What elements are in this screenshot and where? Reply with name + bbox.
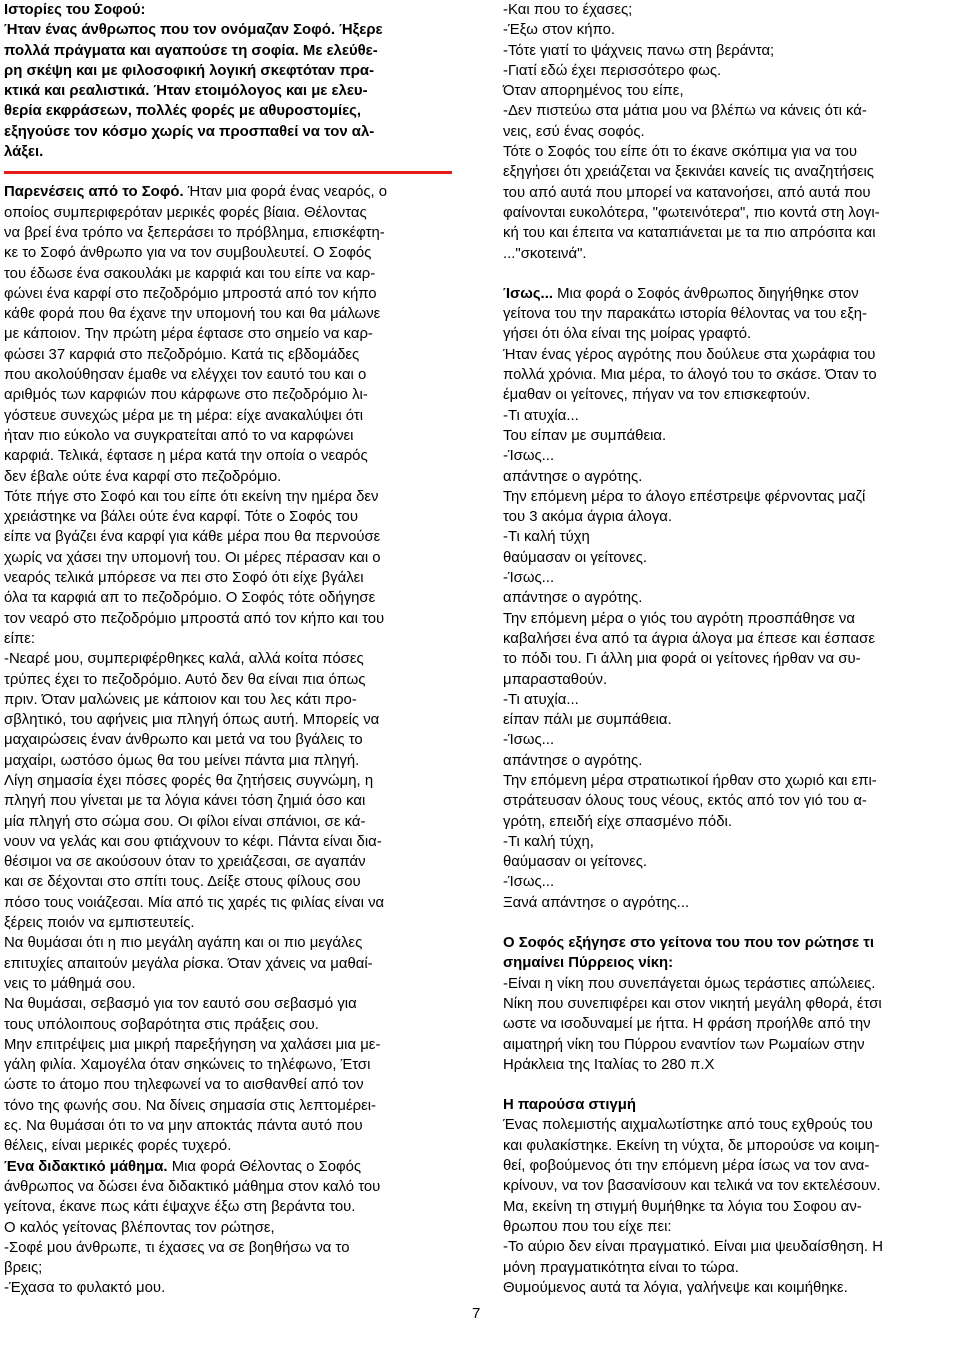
- text-line: είπε:: [4, 630, 35, 647]
- intro-line: κτικά και ρεαλιστικά. Ήταν ετοιμόλογος και με ελευ-: [4, 83, 368, 100]
- text-line: -Ίσως...: [503, 874, 555, 891]
- text-line: χωρίς να χάσει την υπομονή του. Οι μέρες πέρασαν και ο: [4, 549, 381, 566]
- intro-line: Ιστορίες του Σοφού:: [4, 2, 146, 18]
- text-line: ες. Να θυμάσαι ότι το να μην αποκτάς πάντα αυτό που: [4, 1118, 363, 1135]
- story-maybe-body: [503, 304, 958, 913]
- text-line: Ένας πολεμιστής αιχμαλωτίστηκε από τους εχθρούς του: [503, 1117, 873, 1134]
- text-line: γήσει ότι όλα είναι της μοίρας γραφτό.: [503, 326, 752, 343]
- text-line: Θυμούμενος αυτά τα λόγια, γαλήνεψε και κοιμήθηκε.: [503, 1279, 848, 1296]
- text-line: Την επόμενη μέρα στρατιωτικοί ήρθαν στο χωριό και επι-: [503, 772, 877, 789]
- text-line: θέσιμοι να σε ακούσουν όταν το χρειάζεσαι, σε αγαπάν: [4, 854, 366, 871]
- text-line: -Και που το έχασες;: [503, 2, 633, 18]
- story-advice-body: [4, 203, 459, 1157]
- text-line: είπαν πάλι με συμπάθεια.: [503, 712, 672, 729]
- text-line: Τότε ο Σοφός του είπε ότι το έκανε σκόπιμα για να του: [503, 144, 858, 161]
- text-line: μία πληγή στο σώμα σου. Οι φίλοι είναι σπάνιοι, σε κά-: [4, 813, 366, 830]
- intro-paragraph: [4, 0, 459, 162]
- text-line: και φυλακίστηκε. Εκείνη τη νύχτα, δε μπορούσε να κοιμη-: [503, 1137, 880, 1154]
- text-line: κρίνουν, να τον βασανίσουν και τελικά να τον εκτελέσουν.: [503, 1178, 881, 1195]
- story-maybe-first-line: Μια φορά ο Σοφός άνθρωπος διηγήθηκε στον: [552, 285, 859, 302]
- text-line: φώσει 37 καρφιά στο πεζοδρόμιο. Κατά τις εβδομάδες: [4, 346, 360, 363]
- text-line: -Ίσως...: [503, 448, 555, 465]
- text-line: στράτευσαν όλους τους νέους, εκτός από τον γιό του α-: [503, 793, 867, 810]
- intro-line: θερία εκφράσεων, πολλές φορές με αθυροστομίες,: [4, 103, 362, 120]
- left-column: [4, 0, 459, 1299]
- intro-line: εξηγούσε τον κόσμο χωρίς να προσπαθεί να τον αλ-: [4, 123, 375, 140]
- story-pyrrhic: [503, 933, 958, 1075]
- text-line: -Ίσως...: [503, 732, 555, 749]
- text-line: τόνο της φωνής σου. Να δίνεις σημασία στις λεπτομέρει-: [4, 1097, 377, 1114]
- story-advice: [4, 182, 459, 1156]
- intro-line: λάξει.: [4, 144, 44, 161]
- text-line: Μα, εκείνη τη στιγμή θυμήθηκε τα λόγια του Σοφου αν-: [503, 1198, 862, 1215]
- text-line: είπε να βγάζει ένα καρφί για κάθε μέρα που θα περνούσε: [4, 529, 381, 546]
- text-line: μαχαίρι, ωστόσο όμως θα του μείνει πάντα μια πληγή.: [4, 752, 360, 769]
- text-line: επιτυχίες απαιτούν μεγάλα ρίσκα. Όταν χάνεις να μαθαί-: [4, 955, 373, 972]
- story-present-heading: Η παρούσα στιγμή: [503, 1097, 636, 1114]
- text-line: με κάποιον. Την πρώτη μέρα έφτασε στο σημείο να καρ-: [4, 326, 373, 343]
- text-line: σβλητικό, του αφήνεις μια πληγή όπως αυτή. Μπορείς να: [4, 712, 380, 729]
- text-line: -Τότε γιατί το ψάχνεις πανω στη βεράντα;: [503, 42, 775, 59]
- text-line: φαίνονται ευκολότερα, "φωτεινότερα", πιο κοντά στη λογι-: [503, 204, 880, 221]
- story-pyrrhic-heading: [503, 933, 958, 974]
- text-line: -Τι καλή τύχη: [503, 529, 590, 546]
- text-line: τους υπόλοιπους σοβαρότητα στις πράξεις σου.: [4, 1016, 319, 1033]
- text-line: και σε δέχονται στο σπίτι τους. Δείξε στους φίλους σου: [4, 874, 361, 891]
- story-lesson-body: [4, 1177, 459, 1299]
- text-line: απάντησε ο αγρότης.: [503, 752, 643, 769]
- text-line: που ακολούθησαν έμαθε να ελέγχει τον εαυτό του και ο: [4, 367, 367, 384]
- text-line: δεν έβαλε ούτε ένα καρφί στο πεζοδρόμιο.: [4, 468, 282, 485]
- text-line: ωστε να ισοδυναμεί με ήττα. Η φράση προήλθε από την: [503, 1016, 871, 1033]
- text-line: τον νεαρό στο πεζοδρόμιο μπροστά από τον κήπο και του: [4, 610, 385, 627]
- text-line: Ο καλός γείτονας βλέποντας τον ρώτησε,: [4, 1219, 275, 1236]
- text-line: Λίγη σημασία έχει πόσες φορές θα ζητήσεις συγνώμη, η: [4, 772, 374, 789]
- text-line: χρειάστηκε να βάλει ούτε ένα καρφί. Τότε ο Σοφός του: [4, 509, 358, 526]
- story-present-body: [503, 1115, 958, 1298]
- text-line: πολλά χρόνια. Μια μέρα, το άλογό του το σκάσε. Όταν το: [503, 367, 877, 384]
- text-line: φώνει ένα καρφί στο πεζοδρόμιο μπροστά από τον κήπο: [4, 285, 377, 302]
- text-line: -Ίσως...: [503, 570, 555, 587]
- text-line: Μην επιτρέψεις μια μικρή παρεξήγηση να χαλάσει μια με-: [4, 1036, 381, 1053]
- text-line: θέλεις, είναι μερικές φορές τυχερό.: [4, 1138, 232, 1155]
- intro-line: ρη σκέψη και με φιλοσοφική λογική σκεφτόταν πρα-: [4, 62, 375, 79]
- intro-line: Ήταν ένας άνθρωπος που τον ονόμαζαν Σοφό. Ήξερε: [4, 22, 383, 39]
- text-line: κάθε φορά που θα έχανε την υπομονή του και θα μάλωνε: [4, 306, 381, 323]
- story-lesson: [4, 1157, 459, 1299]
- text-line: γόστευε συνεχώς μέρα με τη μέρα: είχε ανακαλύψει ότι: [4, 407, 364, 424]
- text-line: ξέρεις ποιόν να εμπιστευτείς.: [4, 915, 195, 932]
- text-line: του 3 ακόμα άγρια άλογα.: [503, 509, 673, 526]
- text-line: θεί, φοβούμενος ότι την επόμενη μέρα ίσως να τον ανα-: [503, 1158, 870, 1175]
- text-line: Ηράκλεια της Ιταλίας το 280 π.Χ: [503, 1056, 715, 1073]
- right-column: [503, 0, 958, 1298]
- intro-line: πολλά πράγματα και αγαπούσε τη σοφία. Με ελεύθε-: [4, 42, 378, 59]
- text-line: κε το Σοφό άνθρωπο για να τον συμβουλευτεί. Ο Σοφός: [4, 245, 372, 262]
- text-line: -Έχασα το φυλακτό μου.: [4, 1280, 166, 1297]
- story-pyrrhic-body: [503, 974, 958, 1075]
- text-line: καρφιά. Τελικά, έφτασε η μέρα κατά την οποία ο νεαρός: [4, 448, 368, 465]
- story-lesson-continued: [503, 0, 958, 264]
- text-line: γάλη φιλία. Χαμογέλα όταν σηκώνεις το τηλέφωνο, Έτσι: [4, 1057, 371, 1074]
- story-present: [503, 1095, 958, 1298]
- story-advice-heading: Παρενέσεις από το Σοφό.: [4, 184, 184, 201]
- text-line: θαύμασαν οι γείτονες.: [503, 854, 648, 871]
- heading-line: Ο Σοφός εξήγησε στο γείτονα του που τον ρώτησε τι: [503, 935, 875, 952]
- text-line: απάντησε ο αγρότης.: [503, 468, 643, 485]
- text-line: μαχαιρώσεις έναν άνθρωπο και μετά να του βγάλεις το: [4, 732, 363, 749]
- text-line: τρύπες έχει το πεζοδρόμιο. Αυτό δεν θα είναι πια όπως: [4, 671, 366, 688]
- text-line: Του είπαν με συμπάθεια.: [503, 427, 667, 444]
- text-line: -Νεαρέ μου, συμπεριφέρθηκες καλά, αλλά κοίτα πόσες: [4, 651, 364, 668]
- page-number: 7: [472, 1305, 481, 1322]
- text-line: κή του και έπειτα να καταπιάνεται με τα πιο απρόσιτα και: [503, 225, 876, 242]
- text-line: καβαλήσει ένα από τα άγρια άλογα μα έπεσε και έσπασε: [503, 630, 875, 647]
- text-line: νουν να γελάς και σου φτιάχνουν το κέφι. Πάντα είναι δια-: [4, 833, 382, 850]
- text-line: νεις το μάθημά σου.: [4, 975, 136, 992]
- text-line: πληγή που γίνεται με τα λόγια κάνει τόση ζημιά όσο και: [4, 793, 366, 810]
- text-line: έμαθαν οι γείτονες, πήγαν να τον επισκεφτούν.: [503, 387, 811, 404]
- text-line: μπαρασταθούν.: [503, 671, 608, 688]
- text-line: άνθρωπος να δώσει ένα διδακτικό μάθημα στον καλό του: [4, 1178, 381, 1195]
- text-line: μόνη πραγματικότητα είναι το τώρα.: [503, 1259, 739, 1276]
- text-line: Ήταν ένας γέρος αγρότης που δούλευε στα χωράφια του: [503, 346, 876, 363]
- text-line: -Τι ατυχία...: [503, 691, 579, 708]
- text-line: θαύμασαν οι γείτονες.: [503, 549, 648, 566]
- text-line: Νίκη που συνεπιφέρει και στον νικητή μεγάλη φθορά, έτσι: [503, 995, 882, 1012]
- text-line: ώστε το άτομο που τηλεφωνεί να το αισθανθεί από τον: [4, 1077, 364, 1094]
- text-line: νεις, εσύ ένας σοφός.: [503, 123, 645, 140]
- text-line: το πόδι του. Γι άλλη μια φορά οι γείτονες ήρθαν να συ-: [503, 651, 861, 668]
- story-advice-first-line: Ήταν μια φορά ένας νεαρός, ο: [183, 184, 388, 201]
- text-line: Τότε πήγε στο Σοφό και του είπε ότι εκείνη την ημέρα δεν: [4, 488, 379, 505]
- text-line: να βρεί ένα τρόπο να ξεπεράσει το πρόβλημα, επισκέφτη-: [4, 224, 385, 241]
- text-line: του έδωσε ένα σακουλάκι με καρφιά και του είπε να καρ-: [4, 265, 376, 282]
- text-line: -Σοφέ μου άνθρωπε, τι έχασες να σε βοηθήσω να το: [4, 1239, 350, 1256]
- text-line: Την επόμενη μέρα ο γιός του αγρότη προσπάθησε να: [503, 610, 855, 627]
- text-line: -Γιατί εδώ έχει περισσότερο φως.: [503, 62, 722, 79]
- text-line: -Είναι η νίκη που συνεπάγεται όμως τεράστιες απώλειες.: [503, 975, 876, 992]
- text-line: -Τι καλή τύχη,: [503, 833, 594, 850]
- text-line: ..."σκοτεινά".: [503, 245, 587, 262]
- story-maybe-heading: Ίσως...: [503, 285, 553, 302]
- text-line: γρότη, επειδή είχε σπασμένο πόδι.: [503, 813, 732, 830]
- text-line: πριν. Όταν μαλώνεις με κάποιον και του λες κάτι προ-: [4, 691, 357, 708]
- text-line: Να θυμάσαι, σεβασμό για τον εαυτό σου σεβασμό για: [4, 996, 357, 1013]
- text-line: οποίος συμπεριφερόταν μερικές φορές βίαια. Θέλοντας: [4, 204, 367, 221]
- text-line: Την επόμενη μέρα το άλογο επέστρεψε φέρνοντας μαζί: [503, 488, 866, 505]
- text-line: νεαρός τελικά μπόρεσε να πει στο Σοφό ότι είχε βγάλει: [4, 570, 364, 587]
- text-line: βρεις;: [4, 1260, 43, 1277]
- text-line: αριθμός των καρφιών που κάρφωνε στο πεζοδρόμιο λι-: [4, 387, 368, 404]
- text-line: Να θυμάσαι ότι η πιο μεγάλη αγάπη και οι πιο μεγάλες: [4, 935, 363, 952]
- text-line: όλα τα καρφιά απ το πεζοδρόμιο. Ο Σοφός τότε οδήγησε: [4, 590, 376, 607]
- text-line: -Δεν πιστεύω στα μάτια μου να βλέπω να κάνεις ότι κά-: [503, 103, 867, 120]
- text-line: Ξανά απάντησε ο αγρότης...: [503, 894, 690, 911]
- story-lesson-first-line: Μια φορά Θέλοντας ο Σοφός: [167, 1158, 362, 1175]
- text-line: -Το αύριο δεν είναι πραγματικό. Είναι μια ψευδαίσθηση. Η: [503, 1239, 883, 1256]
- text-line: πόσο τους νοιάζεσαι. Μία από τις χαρές τις φιλίας είναι να: [4, 894, 385, 911]
- text-line: γείτονα, έκανε πως κάτι έψαχνε έξω στη βεράντα του.: [4, 1199, 356, 1216]
- story-lesson-heading: Ένα διδακτικό μάθημα.: [4, 1158, 168, 1175]
- story-maybe: [503, 284, 958, 913]
- text-line: εξηγήσει ότι χρειάζεται να ξεκινάει κανείς τις αναζητήσεις: [503, 164, 874, 181]
- text-line: γείτονα του την παρακάτω ιστορία θέλοντας να του εξη-: [503, 306, 867, 323]
- text-line: Όταν απορημένος του είπε,: [503, 83, 684, 100]
- text-line: -Έξω στον κήπο.: [503, 22, 615, 39]
- text-line: απάντησε ο αγρότης.: [503, 590, 643, 607]
- text-line: αιματηρή νίκη του Πύρρου εναντίον των Ρωμαίων στην: [503, 1036, 865, 1053]
- text-line: θρωπου που του είχε πει:: [503, 1218, 672, 1235]
- text-line: του από αυτά που μπορεί να κατανοήσει, από αυτά που: [503, 184, 871, 201]
- text-line: ήταν πιο εύκολο να συγκρατείται από το να καρφώνει: [4, 427, 354, 444]
- text-line: -Τι ατυχία...: [503, 407, 579, 424]
- heading-line: σημαίνει Πύρρειος νίκη:: [503, 955, 674, 972]
- red-divider: [4, 171, 452, 174]
